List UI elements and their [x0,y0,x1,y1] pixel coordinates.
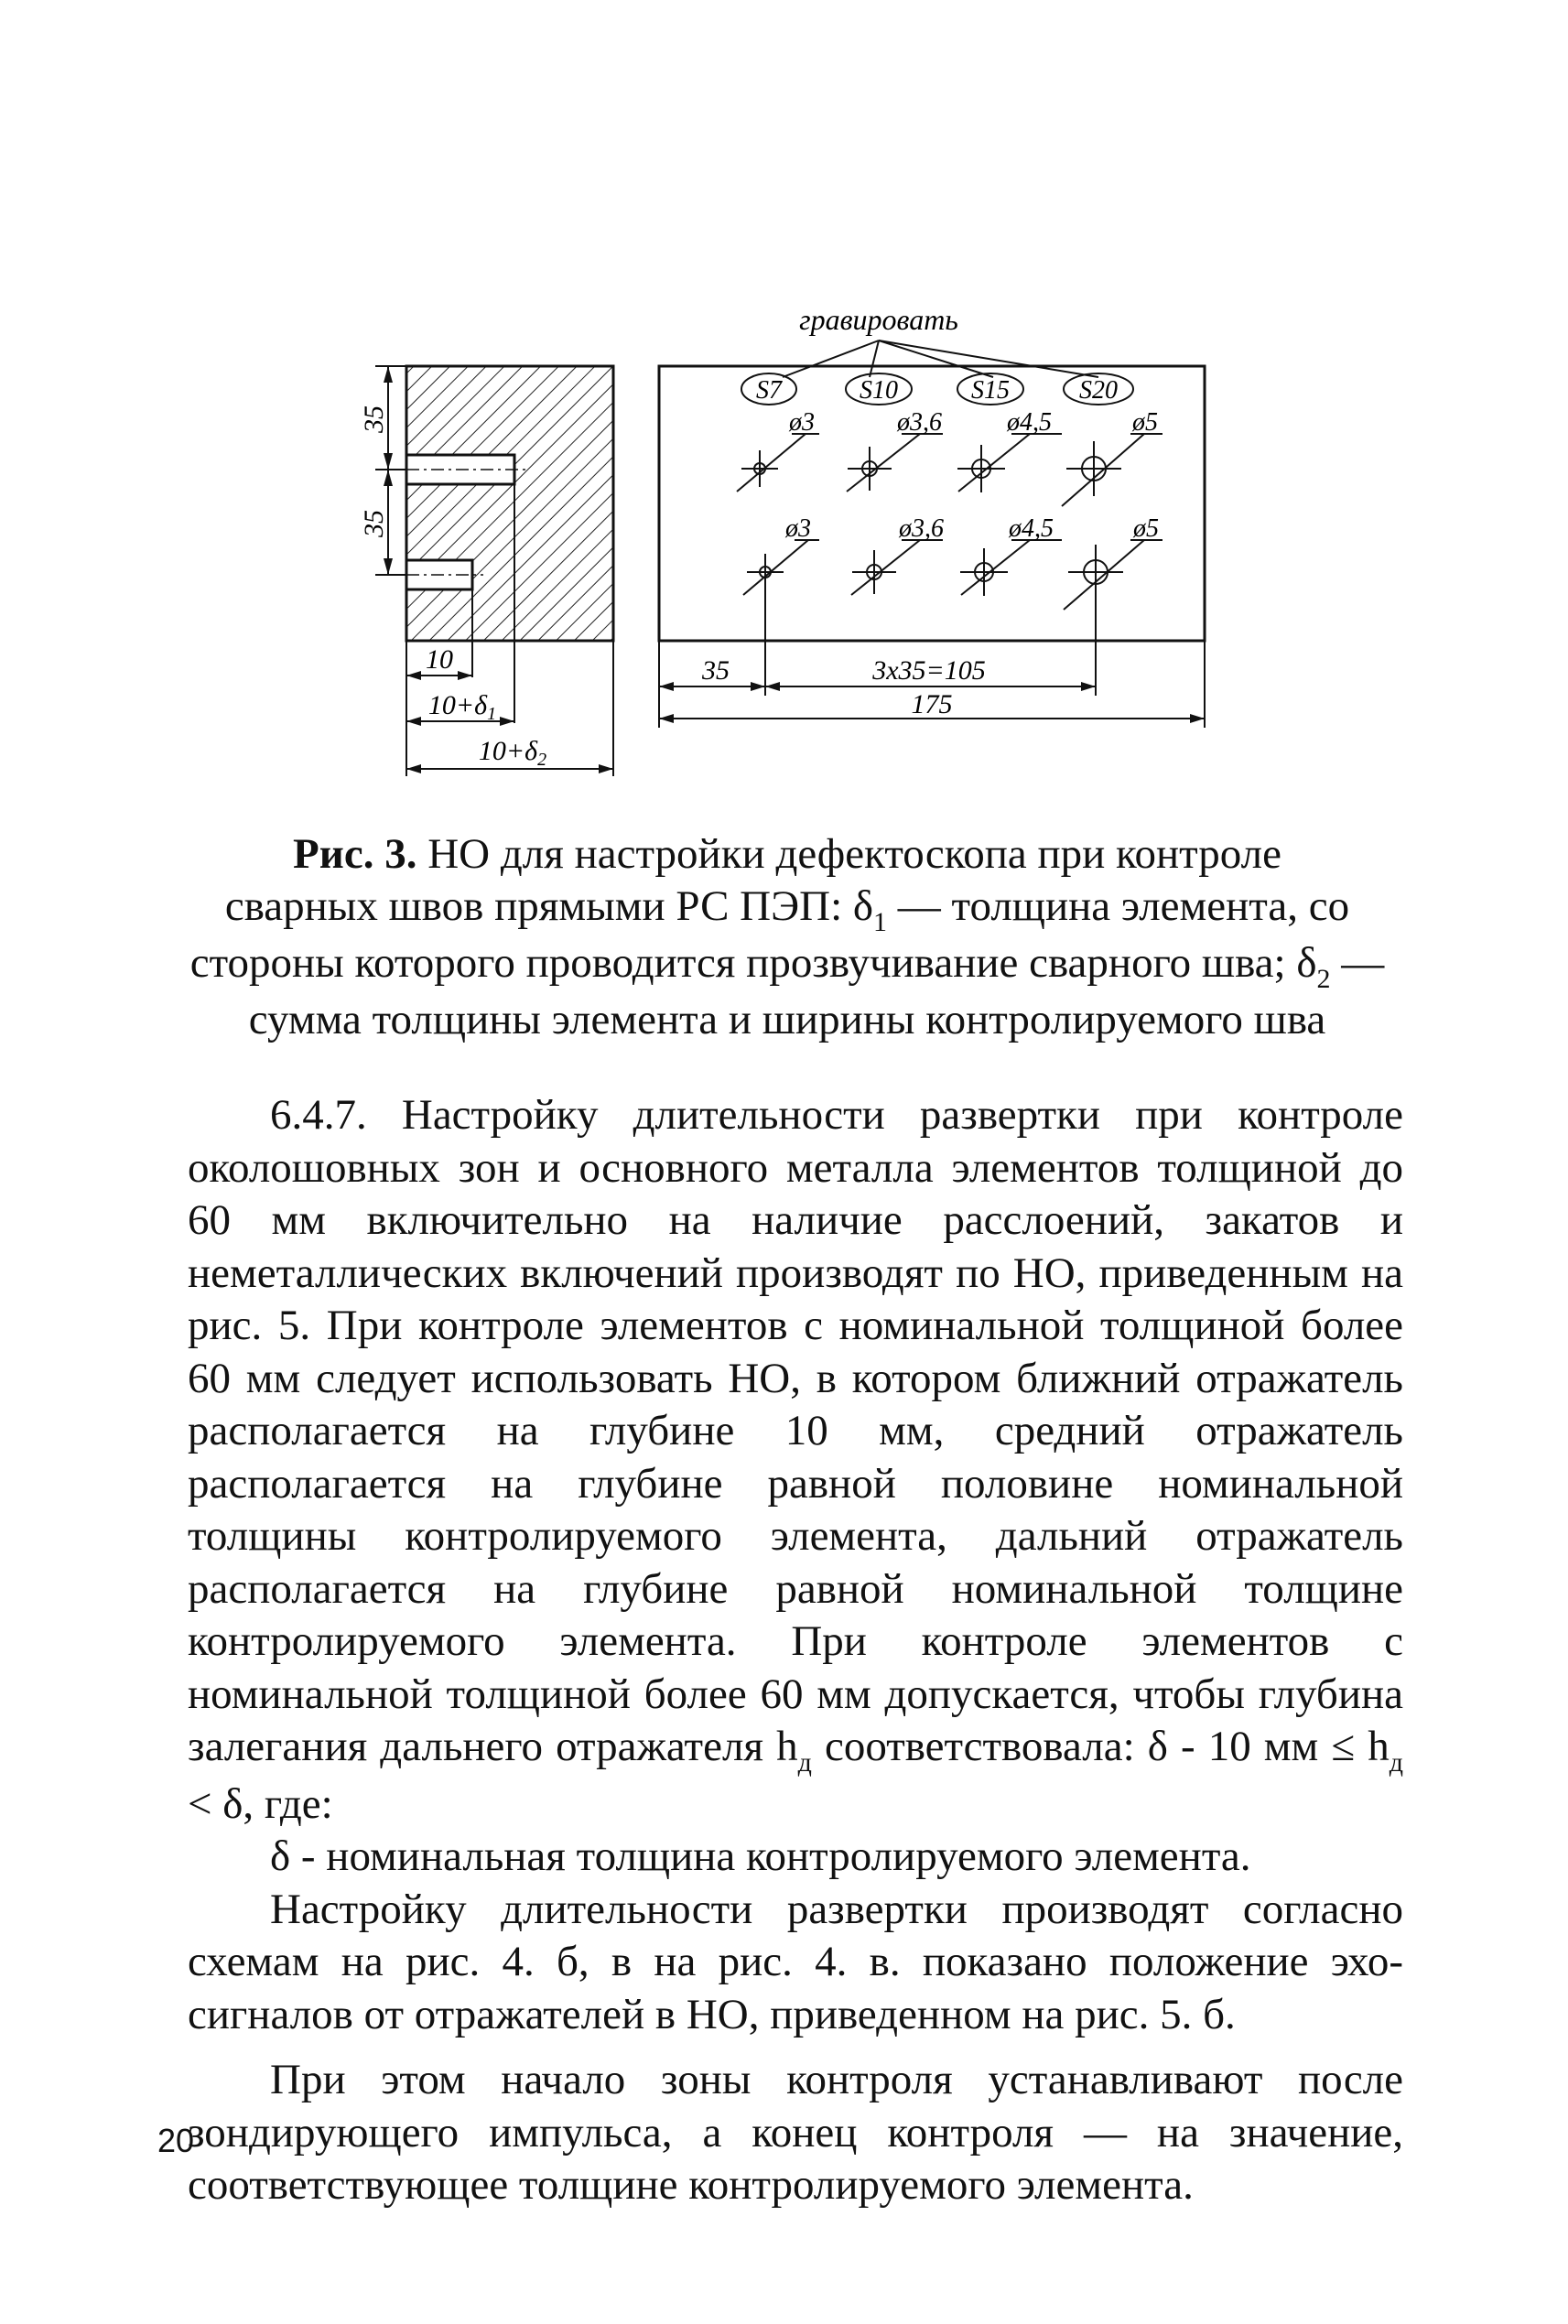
dim-10: 10 [426,644,453,675]
block-section [406,366,613,641]
caption-line4: сумма толщины элемента и ширины контролируемого шва [248,996,1326,1043]
hole-r1-2 [847,408,943,492]
dim-175: 175 [911,689,953,719]
figure-3 [0,0,1568,824]
diam-r1-4: ø5 [1132,408,1158,437]
diam-r2-4: ø5 [1133,514,1159,543]
hole-r2-2 [851,514,944,595]
dim-35-mid: 35 [359,510,389,537]
hole-r1-4 [1062,408,1162,506]
dim-10-delta1: $10+\delta_1$ [427,690,497,724]
hole-r2-4 [1064,514,1162,610]
dim-35-top: 35 [359,405,389,433]
dim-3x35: 3x35=105 [872,655,986,686]
paragraph-6-4-7: 6.4.7. Настройку длительности развертки при контроле околошовных зон и основного металла элементов толщиной до 60 мм включительно на наличие расслоений, закатов и неметаллических включений производят по НО, приведенным на рис. 5. При контроле элементов с номинальной толщиной более 60 мм следует использовать НО, в котором ближний отражатель располагается на глубине 10 мм, средний отражатель располагается на глубине равной половине номинальной толщины контролируемого элемента, дальний отражатель располагается на глубине равной номинальной толщине контролируемого элемента. При контроле элементов с номинальной толщиной более 60 мм допускается, чтобы глубина залегания дальнего отражателя $h_д$ соответствовала: δ - 10 мм ≤ $h_д < \delta$, где: [188,1091,1403,1828]
diam-r2-3: ø4,5 [1009,514,1054,543]
diam-r1-3: ø4,5 [1007,408,1052,437]
page-number: 20 [157,2122,195,2159]
engrave-label: гравировать [799,303,958,336]
mark-s15: S15 [971,376,1010,405]
paragraph-sweep-setup: Настройку длительности развертки производят согласно схемам на рис. 4. б, в на рис. 4. в. показано положение эхо-сигналов от отражателей в НО, приведенном на рис. 5. б. [188,1885,1403,2038]
hole-r2-1 [743,514,819,595]
caption-label: Рис. 3. [293,830,417,878]
caption-line3a: стороны которого проводится прозвучивание сварного шва; δ [189,939,1317,987]
hole-r1-1 [737,408,819,492]
mark-s20: S20 [1079,376,1118,405]
paragraph-control-zone: При этом начало зоны контроля устанавливают после зондирующего импульса, а конец контроля — на значение, соответствующее толщине контролируемого элемента. [188,2056,1403,2209]
hole-row-1 [737,408,1162,506]
engraved-marks [741,373,1133,405]
body-text [188,1089,1403,2212]
mark-s10: S10 [860,376,898,405]
figure-caption: Рис. 3. НО для настройки дефектоскопа при контроле сварных швов прямыми РС ПЭП: $\delta_1$ — толщина элемента, со стороны которого проводится прозвучивание сварного шва; $\delta_2$ — сумма толщины элемента и ширины контролируемого шва [165,828,1410,1046]
diam-r1-2: ø3,6 [897,408,942,437]
side-view-drawing [359,366,613,776]
top-view-drawing [659,303,1205,728]
hole-r1-3 [957,408,1062,492]
diam-r2-1: ø3 [785,514,811,543]
hole-row-2 [743,514,1162,610]
plate-outline [659,366,1205,641]
paragraph-delta-definition: δ - номинальная толщина контролируемого элемента. [270,1832,1251,1880]
mark-s7: S7 [756,376,782,405]
caption-line1: НО для настройки дефектоскопа при контроле [416,830,1281,878]
diam-r1-1: ø3 [789,408,815,437]
caption-line2b: — толщина элемента, со [887,882,1350,930]
hole-r2-3 [960,514,1062,596]
dim-10-delta2: $10+\delta_2$ [478,736,547,770]
caption-line3b: — [1330,939,1385,987]
diam-r2-2: ø3,6 [899,514,944,543]
dim-35-top-view: 35 [702,655,730,686]
caption-line2a: сварных швов прямыми РС ПЭП: δ [224,882,874,930]
